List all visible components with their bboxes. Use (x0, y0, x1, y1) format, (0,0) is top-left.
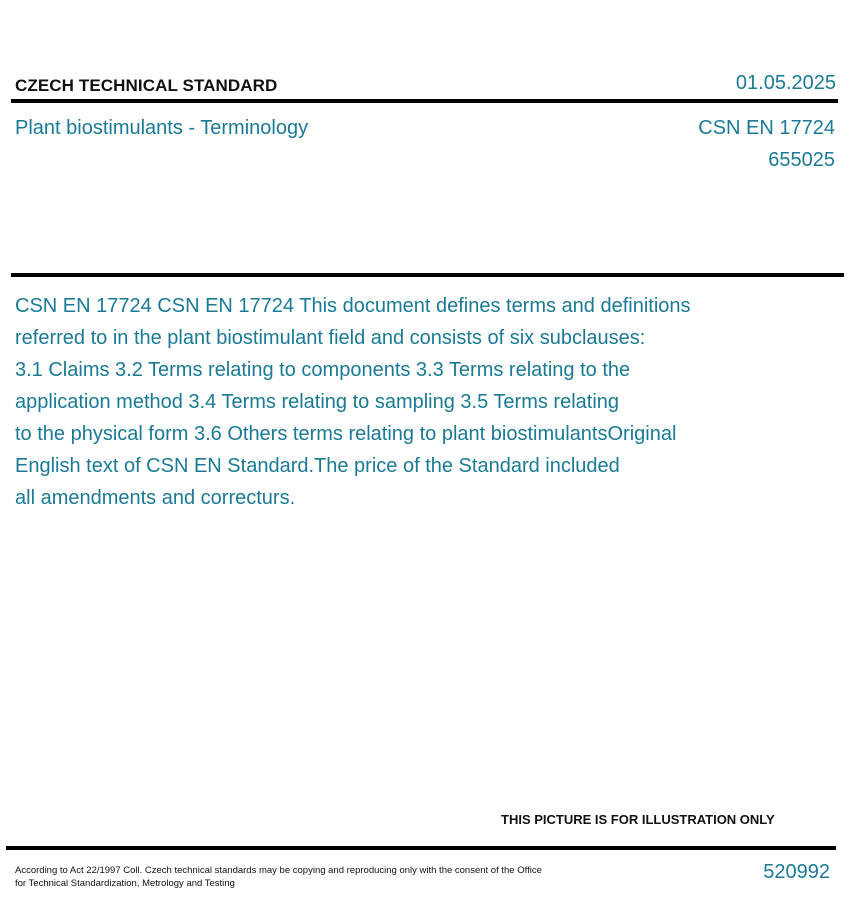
copyright-line: for Technical Standardization, Metrology and Testing (15, 878, 235, 889)
section-divider (11, 273, 844, 277)
description-line: application method 3.4 Terms relating to sampling 3.5 Terms relating (15, 391, 620, 413)
header-divider (11, 99, 838, 103)
illustration-note: THIS PICTURE IS FOR ILLUSTRATION ONLY (501, 812, 775, 827)
catalog-number: 520992 (763, 861, 830, 883)
standard-code: CSN EN 17724 (698, 117, 835, 139)
classification-code: 655025 (768, 149, 835, 171)
description-line: to the physical form 3.6 Others terms relating to plant biostimulantsOriginal (15, 423, 677, 445)
standard-description (15, 290, 805, 514)
description-line: all amendments and correcturs. (15, 487, 296, 509)
description-line: English text of CSN EN Standard.The price of the Standard included (15, 455, 620, 477)
description-line: 3.1 Claims 3.2 Terms relating to components 3.3 Terms relating to the (15, 359, 631, 381)
description-line: CSN EN 17724 CSN EN 17724 This document defines terms and definitions (15, 295, 691, 317)
footer-divider (6, 846, 836, 850)
document-heading: CZECH TECHNICAL STANDARD (15, 76, 278, 95)
copyright-line: According to Act 22/1997 Coll. Czech technical standards may be copying and reproducing only with the consent of the Office (15, 865, 542, 876)
standard-title: Plant biostimulants - Terminology (15, 117, 309, 139)
description-line: referred to in the plant biostimulant field and consists of six subclauses: (15, 327, 646, 349)
copyright-notice (15, 864, 615, 890)
publication-date: 01.05.2025 (735, 72, 836, 94)
